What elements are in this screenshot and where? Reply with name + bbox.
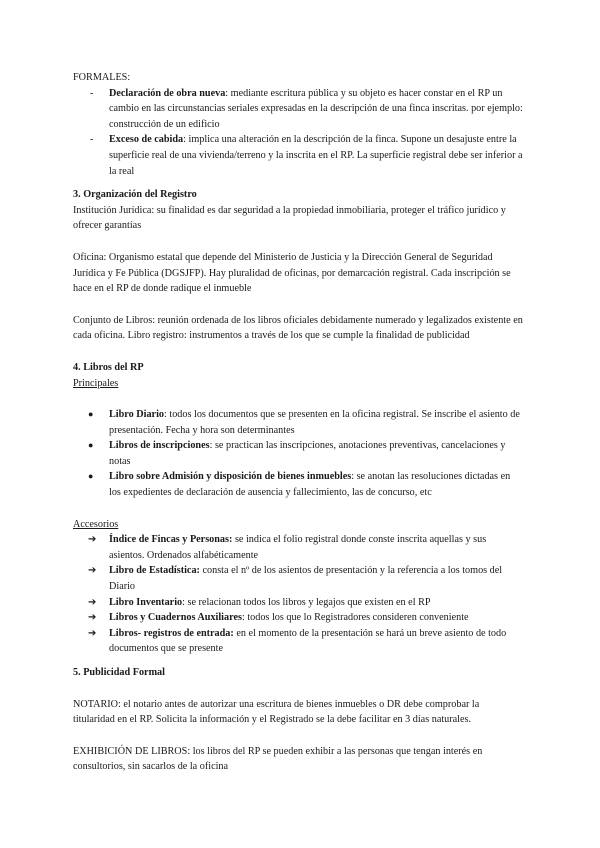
list-item bbox=[73, 626, 523, 657]
section-heading-publicidad: 5. Publicidad Formal bbox=[73, 667, 165, 678]
term: Libro Inventario bbox=[109, 596, 183, 608]
arrow-marker: ➔ bbox=[88, 534, 97, 546]
term: Libro de Estadística: bbox=[109, 565, 200, 577]
document-page bbox=[73, 70, 523, 775]
term: Libros- registros de entrada: bbox=[109, 627, 234, 639]
list-item bbox=[73, 469, 523, 500]
term: Libro Diario bbox=[109, 409, 164, 421]
definition: : todos los documentos que se presenten en la oficina registral. Se inscribe el asiento de presentación. Fecha y hora son determinantes bbox=[109, 409, 520, 436]
paragraph-oficina: Oficina: Organismo estatal que depende del Ministerio de Justicia y la Dirección General de Seguridad Jurídica y Fe Pública (DGSJFP). Hay pluralidad de oficinas, por demarcación registral. Cada inscripción se hace en el RP de donde radique el inmueble bbox=[73, 251, 511, 295]
section-heading-libros: 4. Libros del RP bbox=[73, 361, 144, 373]
formales-title: FORMALES: bbox=[73, 72, 131, 83]
list-item bbox=[73, 132, 523, 179]
arrow-marker: ➔ bbox=[88, 612, 97, 624]
paragraph-exhibicion: EXHIBICIÓN DE LIBROS: los libros del RP se pueden exhibir a las personas que tengan interés en consultorios, sin sacarlos de la oficina bbox=[73, 745, 483, 773]
term: Exceso de cabida bbox=[109, 134, 184, 146]
arrow-marker: ➔ bbox=[88, 627, 97, 639]
list-item bbox=[73, 610, 523, 626]
definition: : se practican las inscripciones, anotaciones preventivas, cancelaciones y notas bbox=[109, 440, 506, 467]
dash-marker: - bbox=[90, 87, 94, 99]
term: Libros y Cuadernos Auxiliares bbox=[109, 612, 242, 624]
term: Libros de inscripciones bbox=[109, 440, 210, 452]
list-item bbox=[73, 438, 523, 469]
list-item bbox=[73, 563, 523, 594]
list-item bbox=[73, 86, 523, 133]
definition: se indica el folio registral donde conste inscrita aquellas y sus asientos. Ordenados alfabéticamente bbox=[109, 534, 487, 561]
arrow-marker: ➔ bbox=[88, 565, 97, 577]
principales-list bbox=[73, 407, 523, 501]
definition: : se anotan las resoluciones dictadas en los expedientes de declaración de ausencia y fallecimiento, las de concurso, etc bbox=[109, 471, 511, 499]
definition: en el momento de la presentación se hará un breve asiento de todo documentos que se presente bbox=[109, 627, 507, 655]
bullet-marker: ● bbox=[88, 409, 94, 420]
list-item bbox=[73, 595, 523, 611]
term: Índice de Fincas y Personas: bbox=[109, 534, 233, 546]
formales-list bbox=[73, 86, 523, 180]
subheading-principales: Principales bbox=[73, 377, 119, 389]
term: Libro sobre Admisión y disposición de bienes inmuebles bbox=[109, 471, 352, 483]
definition: consta el nº de los asientos de presentación y la referencia a los tomos del Diario bbox=[109, 565, 503, 593]
paragraph-institucion: Institución Jurídica: su finalidad es dar seguridad a la propiedad inmobiliaria, proteger el tráfico jurídico y ofrecer garantías bbox=[73, 204, 506, 232]
definition: : todos los que lo Registradores consideren conveniente bbox=[241, 612, 469, 624]
paragraph-notario: NOTARIO: el notario antes de autorizar una escritura de bienes inmuebles o DR debe comprobar la titularidad en el RP. Solicita la información y el Registrado se la debe facilitar en 3 días naturales. bbox=[73, 698, 480, 726]
bullet-marker: ● bbox=[88, 471, 94, 482]
paragraph-conjunto-libros: Conjunto de Libros: reunión ordenada de los libros oficiales debidamente numerado y legalizados existente en cada oficina. Libro registro: instrumentos a través de los que se cumple la finalidad de publicidad bbox=[73, 314, 523, 342]
list-item bbox=[73, 532, 523, 563]
subheading-accesorios: Accesorios bbox=[73, 518, 119, 530]
arrow-marker: ➔ bbox=[88, 596, 97, 608]
term: Declaración de obra nueva bbox=[109, 87, 226, 99]
bullet-marker: ● bbox=[88, 440, 94, 451]
definition: : se relacionan todos los libros y legajos que existen en el RP bbox=[182, 596, 431, 608]
list-item bbox=[73, 407, 523, 438]
definition: : mediante escritura pública y su objeto es hacer constar en el RP un cambio en las circunstancias seriales expresadas en la descripción de una finca inscritas. por ejemplo: construcción de un edificio bbox=[109, 87, 523, 130]
dash-marker: - bbox=[90, 134, 94, 146]
section-heading-organizacion: 3. Organización del Registro bbox=[73, 189, 197, 201]
accesorios-list bbox=[73, 532, 523, 657]
definition: : implica una alteración en la descripción de la finca. Supone un desajuste entre la superficie real de una vivienda/terreno y la inscrita en el RP. La superficie registral debe ser inferior a la real bbox=[109, 134, 523, 177]
